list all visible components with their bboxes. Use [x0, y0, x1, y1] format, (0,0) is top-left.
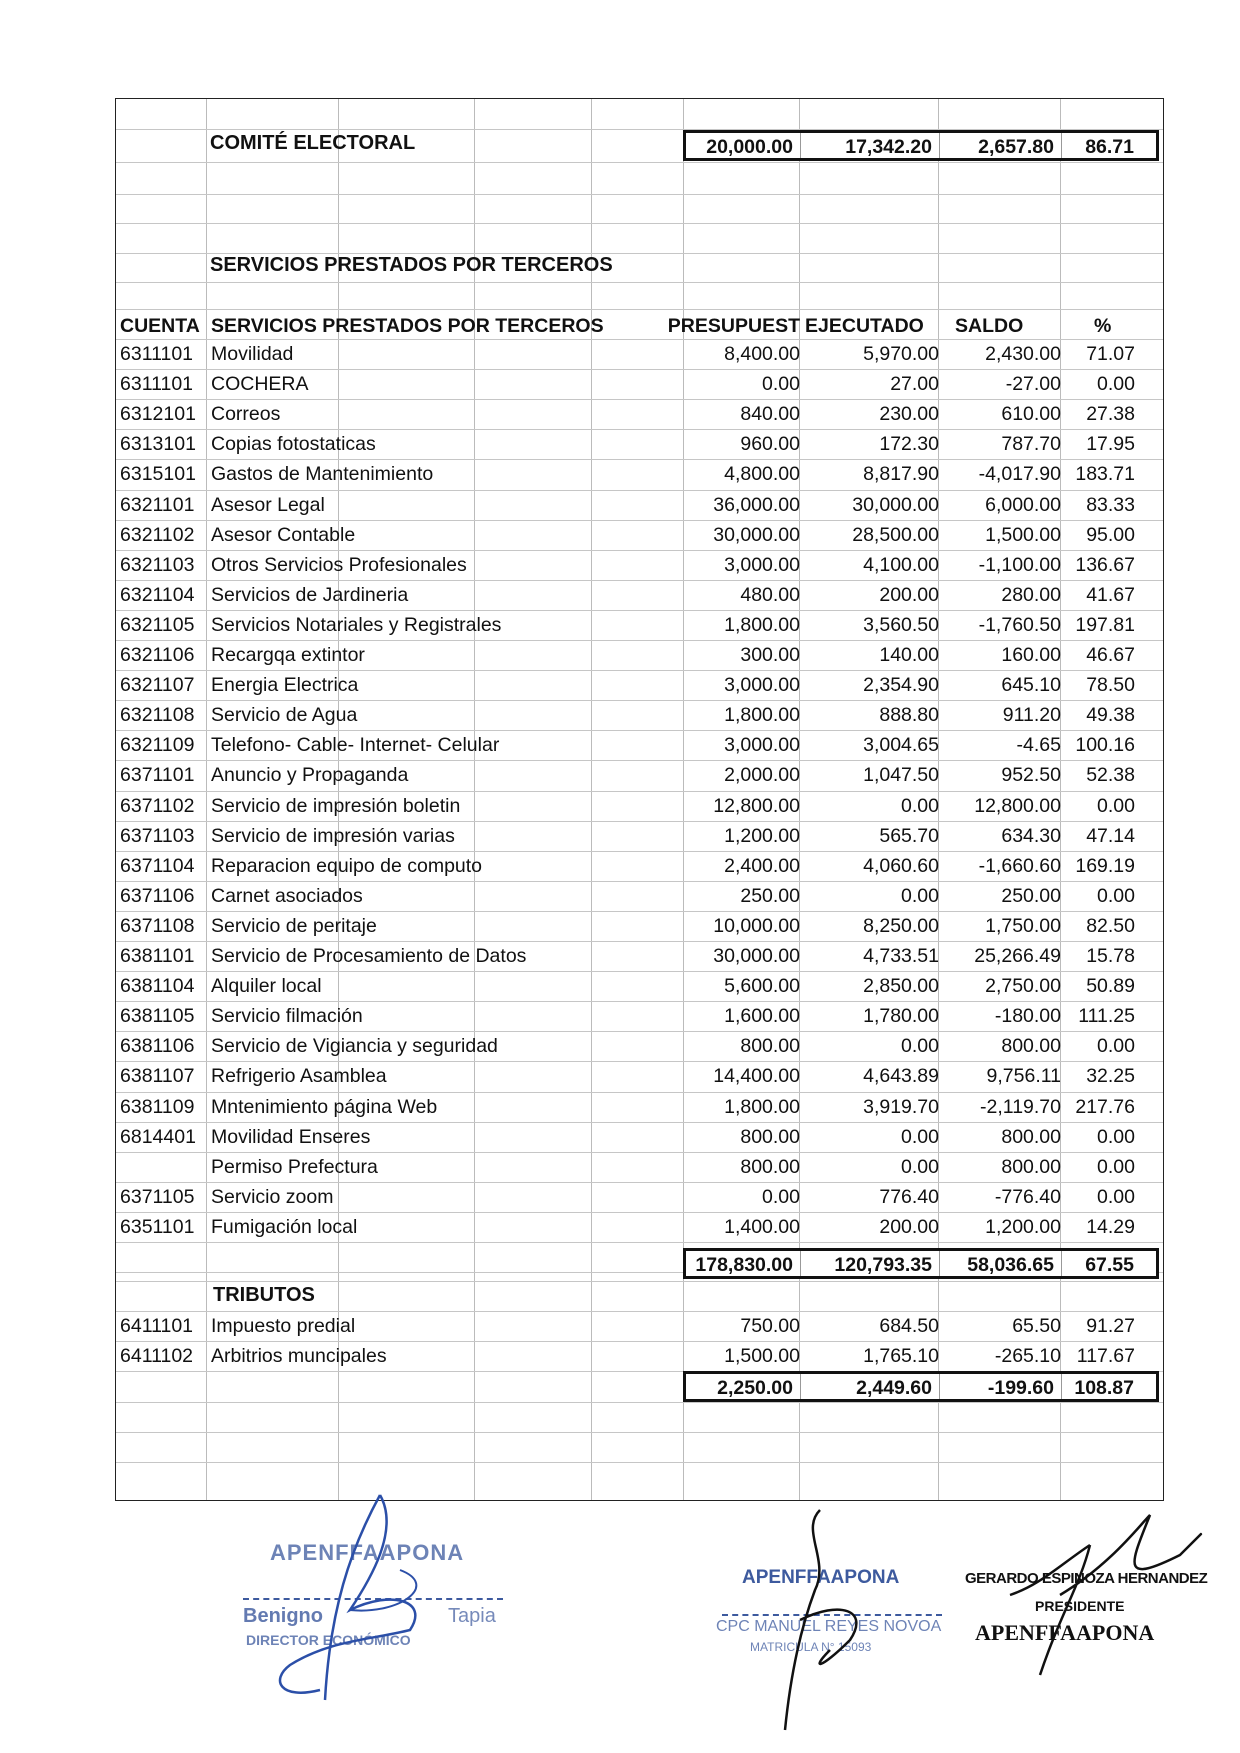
- cell-presupuesto: 4,800.00: [724, 463, 800, 486]
- table-row: [116, 1182, 1163, 1212]
- cell-ejecutado: 4,643.89: [863, 1065, 939, 1088]
- cell-ejecutado: 200.00: [879, 1215, 939, 1238]
- cell-descripcion: Recargqa extintor: [211, 644, 365, 666]
- cell-cuenta: 6411102: [120, 1345, 194, 1367]
- cell-descripcion: Servicio de peritaje: [211, 914, 377, 937]
- cell-ejecutado: 3,004.65: [863, 734, 939, 757]
- cell-cuenta: 6371104: [120, 854, 195, 877]
- cell-saldo: 9,756.11: [986, 1065, 1061, 1088]
- cell-ejecutado: 28,500.00: [852, 523, 939, 546]
- table-row: [116, 911, 1163, 941]
- table-row: [116, 610, 1163, 640]
- cell-pct: 71.07: [1086, 343, 1135, 365]
- cell-saldo: 634.30: [1001, 824, 1061, 847]
- cell-saldo: 2,430.00: [985, 343, 1061, 365]
- cell-saldo: 800.00: [1001, 1035, 1061, 1058]
- cell-saldo: -265.10: [994, 1345, 1061, 1367]
- comite-title: COMITÉ ELECTORAL: [210, 132, 416, 154]
- tributos-total-ejecutado: 2,449.60: [856, 1377, 932, 1399]
- cell-descripcion: Movilidad: [211, 343, 294, 365]
- grid-line: [116, 194, 1163, 195]
- cell-descripcion: Alquiler local: [211, 975, 322, 998]
- header-saldo: SALDO: [955, 315, 1024, 337]
- cell-cuenta: 6371106: [120, 884, 195, 907]
- cell-ejecutado: 5,970.00: [863, 343, 939, 365]
- left-stamp-name: Benigno: [243, 1605, 323, 1627]
- grid-line: [116, 282, 1163, 283]
- cell-presupuesto: 2,000.00: [724, 764, 800, 787]
- right-signer-name: GERARDO ESPINOZA HERNANDEZ: [965, 1570, 1208, 1587]
- cell-ejecutado: 1,047.50: [863, 764, 939, 787]
- cell-ejecutado: 0.00: [901, 1155, 939, 1178]
- cell-pct: 183.71: [1075, 463, 1135, 486]
- cell-saldo: -1,760.50: [978, 613, 1061, 636]
- cell-presupuesto: 800.00: [740, 1155, 800, 1178]
- cell-cuenta: 6814401: [120, 1125, 196, 1148]
- cell-descripcion: Servicios de Jardineria: [211, 583, 409, 606]
- header-ejecutado: EJECUTADO: [805, 315, 924, 337]
- cell-cuenta: 6321104: [120, 583, 195, 606]
- cell-pct: 0.00: [1097, 1185, 1135, 1208]
- cell-presupuesto: 1,600.00: [724, 1005, 800, 1028]
- cell-cuenta: 6321103: [120, 553, 195, 576]
- table-row: [116, 339, 1163, 369]
- cell-presupuesto: 10,000.00: [713, 914, 800, 937]
- table-row: [116, 730, 1163, 760]
- cell-pct: 83.33: [1086, 493, 1135, 516]
- table-row: [116, 640, 1163, 670]
- left-stamp-title: DIRECTOR ECONÓMICO: [246, 1632, 411, 1648]
- cell-saldo: -180.00: [994, 1005, 1061, 1028]
- cell-ejecutado: 4,100.00: [863, 553, 939, 576]
- table-row: [116, 700, 1163, 730]
- grid-line: [116, 162, 1163, 163]
- cell-pct: 46.67: [1086, 644, 1135, 666]
- cell-ejecutado: 230.00: [879, 403, 939, 426]
- cell-pct: 41.67: [1086, 583, 1135, 606]
- cell-pct: 0.00: [1097, 373, 1135, 396]
- cell-presupuesto: 1,500.00: [724, 1345, 800, 1367]
- cell-ejecutado: 4,060.60: [863, 854, 939, 877]
- grid-line: [116, 223, 1163, 224]
- table-row: [116, 760, 1163, 790]
- comite-pct: 86.71: [1085, 136, 1134, 158]
- cell-cuenta: 6313101: [120, 433, 196, 456]
- cell-presupuesto: 800.00: [740, 1035, 800, 1058]
- cell-cuenta: 6371105: [120, 1185, 195, 1208]
- cell-descripcion: Anuncio y Propaganda: [211, 764, 409, 787]
- cell-presupuesto: 480.00: [740, 583, 800, 606]
- table-row: [116, 1122, 1163, 1152]
- tributos-total-box: [683, 1371, 1159, 1402]
- cell-pct: 0.00: [1097, 794, 1135, 817]
- cell-descripcion: Movilidad Enseres: [211, 1125, 371, 1148]
- cell-presupuesto: 750.00: [740, 1315, 800, 1337]
- cell-saldo: 1,750.00: [985, 914, 1061, 937]
- cell-ejecutado: 1,765.10: [863, 1345, 939, 1367]
- table-row: [116, 429, 1163, 459]
- cell-pct: 111.25: [1078, 1005, 1135, 1028]
- cell-descripcion: Refrigerio Asamblea: [211, 1065, 387, 1088]
- cell-cuenta: 6321108: [120, 704, 195, 727]
- cell-saldo: 800.00: [1001, 1155, 1061, 1178]
- table-row: [116, 971, 1163, 1001]
- cell-pct: 32.25: [1086, 1065, 1135, 1088]
- middle-stamp-name: CPC MANUEL REYES NOVOA: [716, 1618, 942, 1635]
- table-row: [116, 1001, 1163, 1031]
- table-row: [116, 1031, 1163, 1061]
- cell-ejecutado: 8,817.90: [863, 463, 939, 486]
- cell-presupuesto: 1,800.00: [724, 613, 800, 636]
- cell-saldo: 12,800.00: [974, 794, 1061, 817]
- cell-saldo: 6,000.00: [985, 493, 1061, 516]
- header-presupuesto: PRESUPUEST: [667, 315, 800, 337]
- header-cuenta: CUENTA: [120, 315, 200, 337]
- cell-descripcion: Arbitrios muncipales: [211, 1345, 387, 1367]
- cell-pct: 52.38: [1086, 764, 1135, 787]
- cell-saldo: 1,200.00: [985, 1215, 1061, 1238]
- cell-presupuesto: 1,800.00: [724, 1095, 800, 1118]
- cell-presupuesto: 36,000.00: [713, 493, 800, 516]
- left-stamp-tapia: Tapia: [448, 1605, 496, 1627]
- table-row: [116, 881, 1163, 911]
- cell-descripcion: Carnet asociados: [211, 884, 363, 907]
- table-row: [116, 1212, 1163, 1242]
- cell-saldo: 25,266.49: [974, 945, 1061, 967]
- cell-ejecutado: 140.00: [879, 644, 939, 666]
- cell-cuenta: 6411101: [120, 1315, 194, 1337]
- cell-pct: 0.00: [1097, 1155, 1135, 1178]
- cell-cuenta: 6321102: [120, 523, 195, 546]
- cell-presupuesto: 3,000.00: [724, 674, 800, 697]
- cell-descripcion: Otros Servicios Profesionales: [211, 553, 467, 576]
- cell-cuenta: 6321109: [120, 734, 195, 757]
- tributos-total-presupuesto: 2,250.00: [717, 1377, 793, 1399]
- cell-descripcion: Servicio zoom: [211, 1185, 334, 1208]
- table-row: [116, 791, 1163, 821]
- cell-presupuesto: 2,400.00: [724, 854, 800, 877]
- cell-ejecutado: 1,780.00: [863, 1005, 939, 1028]
- cell-cuenta: 6381109: [120, 1095, 195, 1118]
- cell-descripcion: Correos: [211, 403, 281, 426]
- cell-cuenta: 6371103: [120, 824, 195, 847]
- cell-ejecutado: 2,354.90: [863, 674, 939, 697]
- cell-presupuesto: 5,600.00: [724, 975, 800, 998]
- right-signer-title: PRESIDENTE: [1035, 1598, 1125, 1614]
- cell-cuenta: 6381105: [120, 1005, 195, 1028]
- grid-line: [116, 1281, 1163, 1282]
- cell-saldo: -2,119.70: [980, 1095, 1061, 1118]
- cell-descripcion: Permiso Prefectura: [211, 1155, 378, 1178]
- left-stamp-org: APENFFAAPONA: [270, 1540, 465, 1565]
- cell-pct: 169.19: [1075, 854, 1135, 877]
- cell-presupuesto: 250.00: [740, 884, 800, 907]
- cell-cuenta: 6321106: [120, 644, 195, 666]
- cell-saldo: 610.00: [1001, 403, 1061, 426]
- grid-line: [116, 1462, 1163, 1463]
- table-row: [116, 1061, 1163, 1091]
- cell-pct: 91.27: [1086, 1315, 1135, 1337]
- cell-saldo: -4.65: [1016, 734, 1061, 757]
- cell-pct: 95.00: [1086, 523, 1135, 546]
- cell-presupuesto: 800.00: [740, 1125, 800, 1148]
- table-row: [116, 580, 1163, 610]
- cell-cuenta: 6381101: [120, 945, 195, 967]
- cell-ejecutado: 8,250.00: [863, 914, 939, 937]
- cell-presupuesto: 1,200.00: [724, 824, 800, 847]
- grid-line: [116, 1402, 1163, 1403]
- comite-ejecutado: 17,342.20: [845, 136, 932, 158]
- cell-saldo: -4,017.90: [978, 463, 1061, 486]
- tributos-section-title: TRIBUTOS: [213, 1284, 315, 1306]
- cell-cuenta: 6371102: [120, 794, 195, 817]
- table-row: [116, 670, 1163, 700]
- cell-descripcion: Impuesto predial: [211, 1315, 356, 1337]
- cell-ejecutado: 27.00: [890, 373, 939, 396]
- cell-presupuesto: 14,400.00: [713, 1065, 800, 1088]
- table-row: [116, 369, 1163, 399]
- cell-pct: 82.50: [1086, 914, 1135, 937]
- budget-sheet: [115, 98, 1164, 1501]
- cell-cuenta: 6311101: [120, 343, 194, 365]
- cell-cuenta: 6381107: [120, 1065, 195, 1088]
- cell-cuenta: 6321101: [120, 493, 195, 516]
- table-row: [116, 941, 1163, 971]
- table-row: [116, 1311, 1163, 1341]
- left-signature-scribble: [230, 1490, 530, 1720]
- cell-descripcion: COCHERA: [211, 373, 309, 396]
- middle-signature-scribble: [760, 1500, 900, 1740]
- cell-descripcion: Servicio de impresión boletin: [211, 794, 461, 817]
- cell-presupuesto: 3,000.00: [724, 734, 800, 757]
- servicios-total-pct: 67.55: [1085, 1254, 1134, 1276]
- grid-line: [116, 1432, 1163, 1433]
- servicios-total-box: [683, 1248, 1159, 1279]
- servicios-section-title: SERVICIOS PRESTADOS POR TERCEROS: [210, 254, 613, 276]
- cell-saldo: -1,100.00: [978, 553, 1061, 576]
- cell-saldo: 65.50: [1012, 1315, 1061, 1337]
- header-pct: %: [1094, 315, 1112, 337]
- grid-line: [116, 1242, 1163, 1243]
- cell-descripcion: Mntenimiento página Web: [211, 1095, 438, 1118]
- cell-pct: 197.81: [1075, 613, 1135, 636]
- table-row: [116, 1341, 1163, 1371]
- comite-saldo: 2,657.80: [978, 136, 1054, 158]
- cell-saldo: 645.10: [1001, 674, 1061, 697]
- cell-presupuesto: 3,000.00: [724, 553, 800, 576]
- cell-cuenta: 6315101: [120, 463, 196, 486]
- right-signer-org: APENFFAAPONA: [975, 1620, 1155, 1645]
- cell-pct: 0.00: [1097, 884, 1135, 907]
- cell-pct: 47.14: [1086, 824, 1135, 847]
- cell-saldo: 160.00: [1001, 644, 1061, 666]
- cell-saldo: 787.70: [1001, 433, 1061, 456]
- cell-cuenta: 6321105: [120, 613, 195, 636]
- cell-ejecutado: 0.00: [901, 794, 939, 817]
- cell-descripcion: Copias fotostaticas: [211, 433, 376, 456]
- cell-cuenta: 6321107: [120, 674, 195, 697]
- cell-presupuesto: 840.00: [740, 403, 800, 426]
- cell-ejecutado: 0.00: [901, 1125, 939, 1148]
- cell-presupuesto: 8,400.00: [724, 343, 800, 365]
- cell-ejecutado: 3,919.70: [863, 1095, 939, 1118]
- cell-cuenta: 6351101: [120, 1215, 195, 1238]
- cell-presupuesto: 1,400.00: [724, 1215, 800, 1238]
- cell-descripcion: Telefono- Cable- Internet- Celular: [211, 734, 500, 757]
- middle-stamp-org: APENFFAAPONA: [742, 1567, 900, 1588]
- cell-presupuesto: 30,000.00: [713, 523, 800, 546]
- cell-descripcion: Servicio de Procesamiento de Datos: [211, 945, 527, 967]
- cell-pct: 17.95: [1086, 433, 1135, 456]
- cell-cuenta: 6371108: [120, 914, 195, 937]
- cell-presupuesto: 12,800.00: [713, 794, 800, 817]
- cell-pct: 15.78: [1086, 945, 1135, 967]
- table-row: [116, 851, 1163, 881]
- servicios-total-presupuesto: 178,830.00: [695, 1254, 793, 1276]
- table-row: [116, 821, 1163, 851]
- cell-cuenta: 6381104: [120, 975, 195, 998]
- cell-pct: 100.16: [1075, 734, 1135, 757]
- table-row: [116, 1152, 1163, 1182]
- cell-pct: 14.29: [1086, 1215, 1135, 1238]
- cell-descripcion: Fumigación local: [211, 1215, 358, 1238]
- table-row: [116, 520, 1163, 550]
- cell-ejecutado: 3,560.50: [863, 613, 939, 636]
- cell-pct: 0.00: [1097, 1035, 1135, 1058]
- table-row: [116, 459, 1163, 489]
- cell-pct: 117.67: [1076, 1345, 1135, 1367]
- tributos-total-pct: 108.87: [1074, 1377, 1134, 1399]
- cell-descripcion: Gastos de Mantenimiento: [211, 463, 434, 486]
- cell-ejecutado: 776.40: [879, 1185, 939, 1208]
- tributos-total-saldo: -199.60: [987, 1377, 1054, 1399]
- cell-saldo: 911.20: [1002, 704, 1061, 727]
- comite-presupuesto: 20,000.00: [706, 136, 793, 158]
- cell-ejecutado: 2,850.00: [863, 975, 939, 998]
- servicios-total-ejecutado: 120,793.35: [834, 1254, 932, 1276]
- cell-descripcion: Servicios Notariales y Registrales: [211, 613, 502, 636]
- cell-cuenta: 6312101: [120, 403, 196, 426]
- cell-ejecutado: 200.00: [879, 583, 939, 606]
- cell-pct: 136.67: [1075, 553, 1135, 576]
- cell-saldo: 1,500.00: [985, 523, 1061, 546]
- cell-cuenta: 6381106: [120, 1035, 195, 1058]
- grid-line: [116, 309, 1163, 310]
- right-signature-scribble: [1000, 1505, 1220, 1685]
- cell-ejecutado: 565.70: [879, 824, 939, 847]
- cell-saldo: -776.40: [994, 1185, 1061, 1208]
- cell-saldo: 250.00: [1001, 884, 1061, 907]
- cell-descripcion: Energia Electrica: [211, 674, 359, 697]
- cell-ejecutado: 4,733.51: [863, 945, 939, 967]
- cell-presupuesto: 1,800.00: [724, 704, 800, 727]
- cell-pct: 49.38: [1086, 704, 1135, 727]
- header-descripcion: SERVICIOS PRESTADOS POR TERCEROS: [211, 315, 604, 337]
- cell-ejecutado: 684.50: [879, 1315, 939, 1337]
- cell-ejecutado: 888.80: [879, 704, 939, 727]
- cell-descripcion: Asesor Legal: [211, 493, 325, 516]
- cell-cuenta: 6311101: [120, 373, 194, 396]
- cell-pct: 0.00: [1097, 1125, 1135, 1148]
- cell-pct: 78.50: [1086, 674, 1135, 697]
- table-row: [116, 550, 1163, 580]
- cell-descripcion: Servicio filmación: [211, 1005, 363, 1028]
- cell-presupuesto: 300.00: [740, 644, 800, 666]
- cell-pct: 27.38: [1086, 403, 1135, 426]
- cell-descripcion: Asesor Contable: [211, 523, 356, 546]
- cell-descripcion: Servicio de Agua: [211, 704, 358, 727]
- cell-descripcion: Servicio de impresión varias: [211, 824, 455, 847]
- cell-ejecutado: 0.00: [901, 1035, 939, 1058]
- cell-saldo: 800.00: [1001, 1125, 1061, 1148]
- cell-saldo: -27.00: [1005, 373, 1061, 396]
- table-row: [116, 490, 1163, 520]
- cell-saldo: 280.00: [1001, 583, 1061, 606]
- table-header-row: [116, 311, 1163, 341]
- cell-descripcion: Reparacion equipo de computo: [211, 854, 483, 877]
- cell-presupuesto: 960.00: [740, 433, 800, 456]
- comite-total-box: [683, 130, 1159, 161]
- table-row: [116, 399, 1163, 429]
- table-row: [116, 1092, 1163, 1122]
- cell-saldo: 952.50: [1001, 764, 1061, 787]
- cell-saldo: 2,750.00: [985, 975, 1061, 998]
- cell-presupuesto: 0.00: [762, 373, 800, 396]
- cell-ejecutado: 172.30: [879, 433, 939, 456]
- cell-ejecutado: 0.00: [901, 884, 939, 907]
- middle-stamp-matricula: MATRICULA N° 15093: [750, 1640, 872, 1654]
- cell-saldo: -1,660.60: [978, 854, 1061, 877]
- servicios-total-saldo: 58,036.65: [967, 1254, 1054, 1276]
- cell-cuenta: 6371101: [120, 764, 195, 787]
- cell-pct: 217.76: [1075, 1095, 1135, 1118]
- cell-descripcion: Servicio de Vigiancia y seguridad: [211, 1035, 498, 1058]
- cell-presupuesto: 0.00: [762, 1185, 800, 1208]
- cell-ejecutado: 30,000.00: [852, 493, 939, 516]
- cell-presupuesto: 30,000.00: [713, 945, 800, 967]
- cell-pct: 50.89: [1086, 975, 1135, 998]
